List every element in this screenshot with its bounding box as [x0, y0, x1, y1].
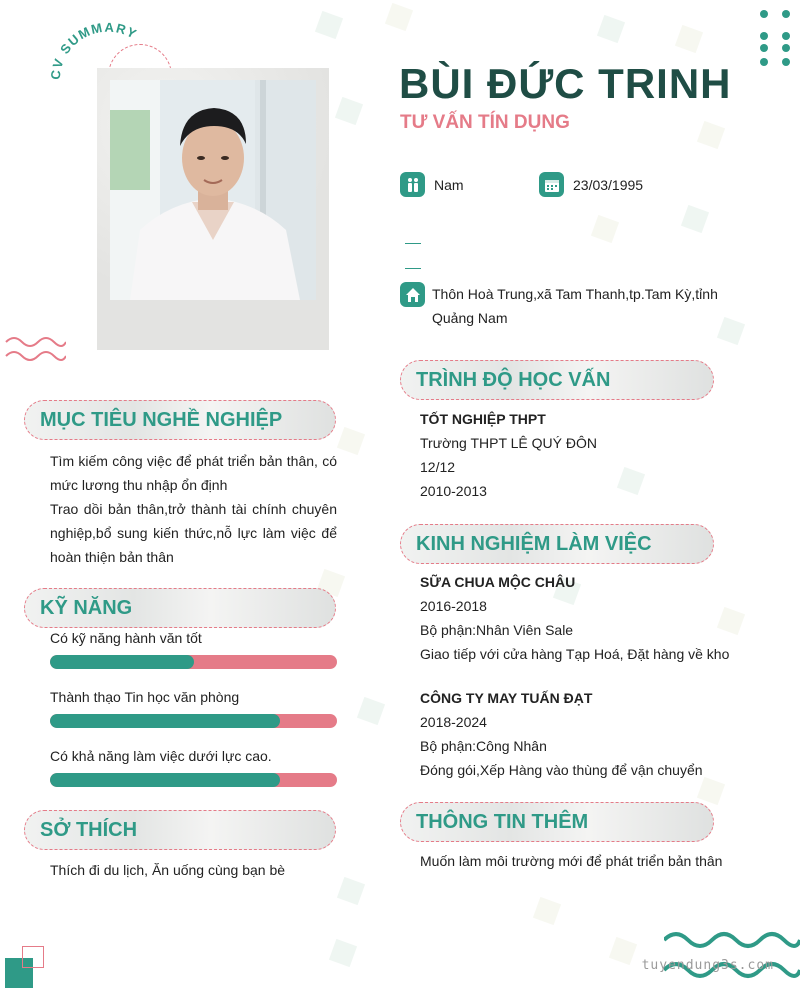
decorative-wave: [4, 334, 66, 364]
gender-info: [400, 172, 464, 197]
skill-bar: [50, 773, 337, 787]
birthday-info: [539, 172, 643, 197]
skill-bar-fill: [50, 714, 280, 728]
divider: [405, 243, 421, 244]
confetti-square: [697, 121, 725, 149]
education-school: Trường THPT LÊ QUÝ ĐÔN: [420, 435, 597, 451]
skill-bar-fill: [50, 655, 194, 669]
confetti-square: [337, 427, 365, 455]
job-years: 2016-2018: [420, 598, 487, 614]
experience-heading: KINH NGHIỆM LÀM VIỆC: [400, 524, 714, 564]
job-desc: Giao tiếp với cửa hàng Tạp Hoá, Đặt hàng về kho: [420, 646, 730, 662]
hobbies-text: Thích đi du lịch, Ăn uống cùng bạn bè: [50, 862, 286, 878]
confetti-square: [315, 11, 343, 39]
job-years: 2018-2024: [420, 714, 487, 730]
job-company: SỮA CHUA MỘC CHÂU: [420, 574, 576, 590]
confetti-square: [717, 607, 745, 635]
confetti-square: [335, 97, 363, 125]
confetti-square: [329, 939, 357, 967]
confetti-square: [357, 697, 385, 725]
skill-bar-fill: [50, 773, 280, 787]
objective-text-1: Tìm kiếm công việc để phát triển bản thân, có mức lương thu nhập ổn định: [50, 453, 337, 493]
cv-summary-text: CV SUMMARY: [47, 19, 141, 81]
education-degree: TỐT NGHIỆP THPT: [420, 411, 546, 427]
decorative-wave: [664, 926, 800, 988]
confetti-square: [385, 3, 413, 31]
confetti-square: [617, 467, 645, 495]
confetti-square: [591, 215, 619, 243]
calendar-icon: [539, 172, 564, 197]
extra-info-heading: THÔNG TIN THÊM: [400, 802, 714, 842]
decorative-square: [22, 946, 44, 968]
hobbies-heading: SỞ THÍCH: [24, 810, 336, 850]
job-dept: Bộ phận:Công Nhân: [420, 738, 547, 754]
job-company: CÔNG TY MAY TUẤN ĐẠT: [420, 690, 593, 706]
people-icon: [400, 172, 425, 197]
skill-label: Thành thạo Tin học văn phòng: [50, 689, 240, 705]
confetti-square: [675, 25, 703, 53]
job-dept: Bộ phận:Nhân Viên Sale: [420, 622, 574, 638]
extra-info-text: Muốn làm môi trường mới để phát triển bản thân: [420, 853, 723, 869]
profile-photo: [110, 80, 316, 300]
birthday-value: 23/03/1995: [573, 176, 644, 193]
divider: [405, 268, 421, 269]
confetti-square: [609, 937, 637, 965]
education-years: 2010-2013: [420, 483, 487, 499]
confetti-square: [597, 15, 625, 43]
confetti-square: [533, 897, 561, 925]
decorative-dots: [760, 8, 800, 68]
confetti-square: [337, 877, 365, 905]
skills-heading: KỸ NĂNG: [24, 588, 336, 628]
education-grade: 12/12: [420, 459, 456, 475]
home-icon: [400, 282, 425, 307]
skill-label: Có khả năng làm việc dưới lực cao.: [50, 748, 272, 764]
address-value: Thôn Hoà Trung,xã Tam Thanh,tp.Tam Kỳ,tỉnh Quảng Nam: [432, 286, 718, 326]
objective-text-2: Trao dồi bản thân,trở thành tài chính chuyên nghiệp,bổ sung kiến thức,nỗ lực làm việc để hoàn thiện bản thân: [50, 501, 337, 565]
photo-frame: [97, 68, 329, 350]
objective-heading: MỤC TIÊU NGHỀ NGHIỆP: [24, 400, 336, 440]
education-heading: TRÌNH ĐỘ HỌC VẤN: [400, 360, 714, 400]
job-desc: Đóng gói,Xếp Hàng vào thùng để vận chuyển: [420, 762, 703, 778]
skill-label: Có kỹ năng hành văn tốt: [50, 630, 202, 646]
skill-bar: [50, 655, 337, 669]
candidate-name: BÙI ĐỨC TRINH: [399, 60, 732, 107]
address-info: [400, 282, 730, 330]
watermark: tuyendung3s.com: [641, 958, 774, 973]
skill-bar: [50, 714, 337, 728]
confetti-square: [681, 205, 709, 233]
candidate-role: TƯ VẤN TÍN DỤNG: [400, 112, 570, 133]
gender-value: Nam: [434, 176, 464, 193]
